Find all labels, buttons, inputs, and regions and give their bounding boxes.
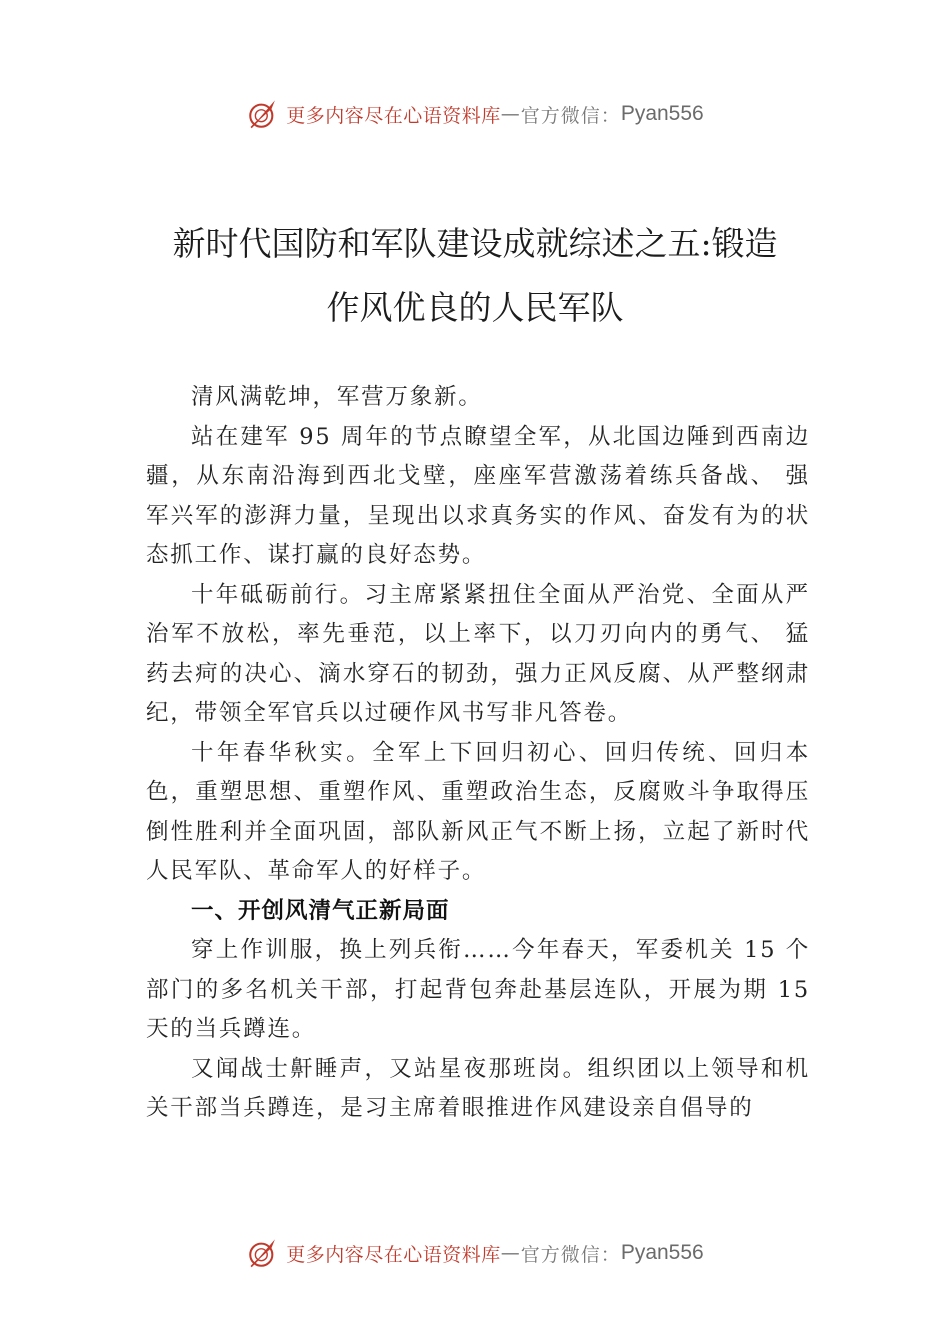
promo-text: 更多内容尽在心语资料库 [286, 1243, 501, 1266]
paragraph: 站在建军 95 周年的节点瞭望全军，从北国边陲到西南边疆，从东南沿海到西北戈壁，座座军营激荡着练兵备战、 强军兴军的澎湃力量，呈现出以求真务实的作风、奋发有为的状态抓工作、谋打赢的良好态势。 [146, 423, 810, 568]
paragraph: 十年春华秋实。全军上下回归初心、回归传统、回归本色，重塑思想、重塑作风、重塑政治生态，反腐败斗争取得压倒性胜利并全面巩固，部队新风正气不断上扬，立起了新时代人民军队、革命军人的好样子。 [146, 739, 810, 884]
promo-text: 更多内容尽在心语资料库 [286, 104, 501, 127]
wechat-id: Pyan556 [620, 102, 704, 125]
document-title-line-2: 作风优良的人民军队 [326, 288, 624, 327]
wechat-label: 官方微信： [520, 104, 621, 127]
document-title-line-1: 新时代国防和军队建设成就综述之五:锻造 [172, 224, 778, 263]
quill-pen-logo-icon [246, 97, 280, 131]
wechat-label: 官方微信： [520, 1243, 621, 1266]
banner-separator: — [500, 103, 521, 125]
paragraph: 十年砥砺前行。习主席紧紧扭住全面从严治党、全面从严治军不放松，率先垂范，以上率下，以刀刃向内的勇气、 猛药去疴的决心、滴水穿石的韧劲，强力正风反腐、从严整纲肃纪，带领全军官兵以过硬作风书写非凡答卷。 [146, 581, 810, 726]
footer-banner [0, 1233, 950, 1273]
section-heading: 一、开创风清气正新局面 [191, 897, 450, 924]
banner-separator: — [500, 1242, 521, 1264]
wechat-id: Pyan556 [620, 1241, 704, 1264]
header-banner [0, 94, 950, 134]
paragraph: 穿上作训服，换上列兵衔……今年春天，军委机关 15 个部门的多名机关干部，打起背包奔赴基层连队，开展为期 15 天的当兵蹲连。 [146, 937, 810, 1042]
paragraph: 清风满乾坤，军营万象新。 [191, 384, 483, 410]
quill-pen-logo-icon [246, 1236, 280, 1270]
document-body [146, 378, 810, 1129]
paragraph: 又闻战士鼾睡声，又站星夜那班岗。组织团以上领导和机关干部当兵蹲连，是习主席着眼推进作风建设亲自倡导的 [146, 1055, 810, 1121]
